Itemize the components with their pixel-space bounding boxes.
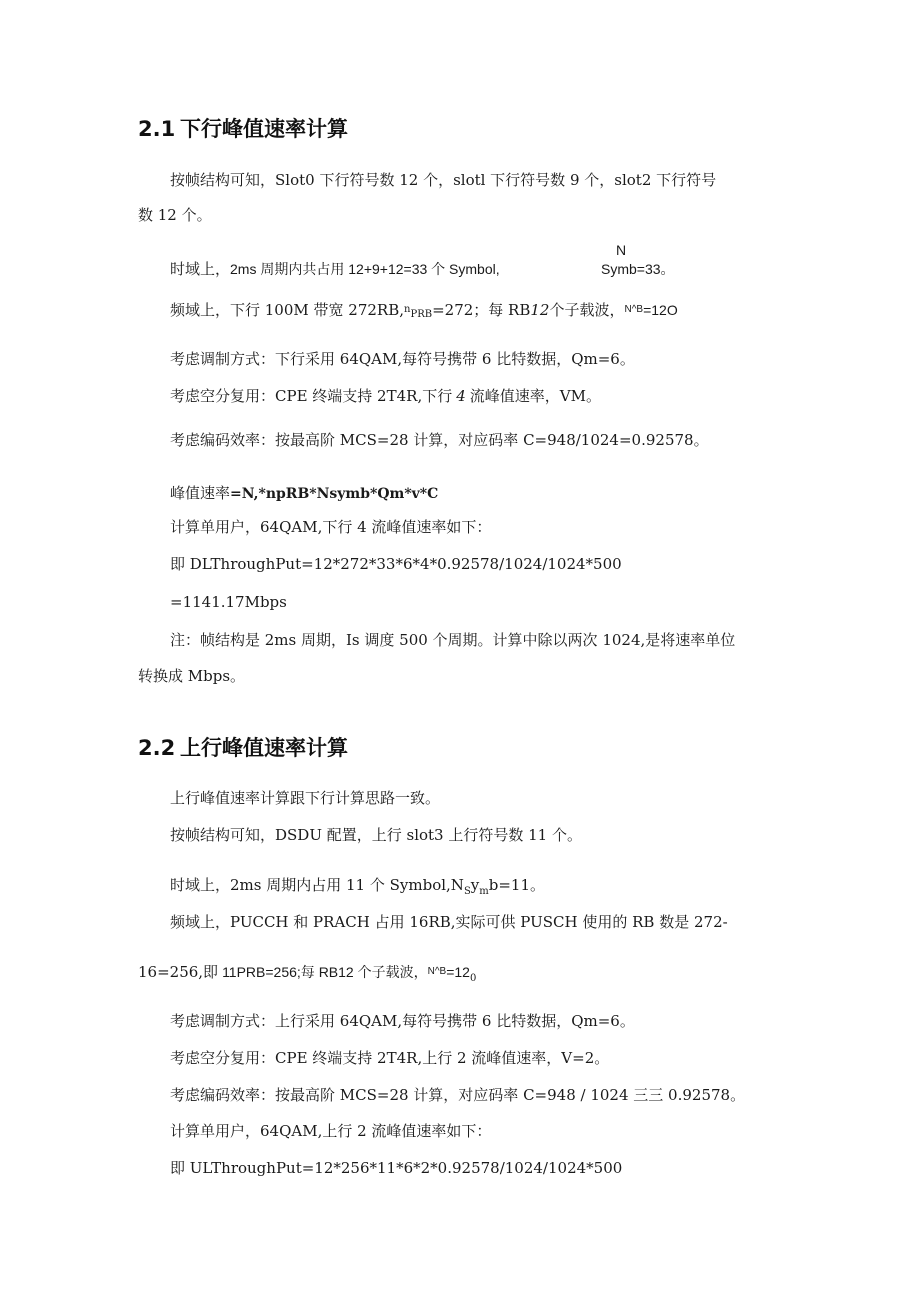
- ul-intro: 上行峰值速率计算跟下行计算思路一致。: [170, 789, 441, 807]
- ul-freq-prefix: 16=256,即: [138, 963, 219, 981]
- section-heading-2-2: [138, 735, 348, 761]
- dl-spatial-prefix: 考虑空分复用：CPE 终端支持 2T4R,下行: [170, 387, 453, 405]
- dl-freq-prb-value: =272；每 RB: [432, 301, 531, 319]
- dl-freq-12: 12: [530, 301, 550, 319]
- ul-freq-nab: N^B: [427, 966, 447, 977]
- dl-spatial-multiplexing: [170, 386, 601, 406]
- dl-note-line1: 注：帧结构是 2ms 周期，Is 调度 500 个周期。计算中除以两次 1024,是将速率单位: [170, 631, 736, 649]
- dl-nsymb-value: Symb=33。: [601, 261, 675, 277]
- dl-note-line2: 转换成 Mbps。: [138, 667, 246, 685]
- n-symbol-mark: N: [616, 242, 627, 258]
- dl-freq-nab: N^B: [624, 304, 644, 315]
- section-heading-2-1: [138, 116, 348, 142]
- dl-freq-subcarrier: 个子载波，: [549, 301, 625, 319]
- ul-freq-end: 0: [469, 973, 477, 984]
- dl-frequency-domain: [170, 300, 678, 323]
- dl-freq-prb: PRB: [410, 309, 433, 320]
- ul-modulation: 考虑调制方式：上行采用 64QAM,每符号携带 6 比特数据，Qm=6。: [170, 1012, 635, 1030]
- dl-time-body: 2ms 周期内共占用 12+9+12=33 个 Symbol,: [230, 261, 500, 277]
- ul-frame-structure: 按帧结构可知，DSDU 配置，上行 slot3 上行符号数 11 个。: [170, 826, 582, 844]
- ul-time-m: m: [479, 886, 489, 897]
- dl-time-prefix: 时域上，: [170, 260, 231, 278]
- dl-coding-efficiency: 考虑编码效率：按最高阶 MCS=28 计算，对应码率 C=948/1024=0.92578。: [170, 431, 709, 449]
- dl-freq-prefix: 频域上，下行 100M 带宽 272RB,: [170, 301, 405, 319]
- dl-throughput-formula: 即 DLThroughPut=12*272*33*6*4*0.92578/1024/1024*500: [170, 555, 622, 573]
- dl-time-domain: [170, 259, 500, 279]
- dl-formula-label: 峰值速率: [170, 484, 231, 502]
- dl-frame-structure-line2: 数 12 个。: [138, 206, 212, 224]
- ul-frequency-domain-line1: 频域上，PUCCH 和 PRACH 占用 16RB,实际可供 PUSCH 使用的 RB 数是 272-: [170, 913, 728, 931]
- ul-single-user-calc: 计算单用户，64QAM,上行 2 流峰值速率如下：: [170, 1122, 492, 1140]
- dl-frame-structure-line1: 按帧结构可知，Slot0 下行符号数 12 个，slotl 下行符号数 9 个，slot2 下行符号: [170, 171, 717, 189]
- ul-freq-nab-value: =12: [446, 964, 470, 980]
- dl-peak-rate-formula: [170, 483, 438, 504]
- ul-throughput-formula: 即 ULThroughPut=12*256*11*6*2*0.92578/1024/1024*500: [170, 1159, 623, 1177]
- ul-time-value: b=11。: [488, 876, 546, 894]
- dl-single-user-calc: 计算单用户，64QAM,下行 4 流峰值速率如下：: [170, 518, 492, 536]
- section-number: 2.2: [138, 736, 176, 760]
- ul-time-y: y: [470, 876, 480, 894]
- section-number: 2.1: [138, 117, 176, 141]
- section-title: 上行峰值速率计算: [180, 736, 348, 760]
- ul-spatial-multiplexing: 考虑空分复用：CPE 终端支持 2T4R,上行 2 流峰值速率，V=2。: [170, 1049, 610, 1067]
- section-title: 下行峰值速率计算: [180, 117, 348, 141]
- ul-time-s: S: [463, 886, 471, 897]
- ul-time-domain: [170, 875, 545, 898]
- dl-spatial-streams: 4: [456, 387, 466, 405]
- ul-time-prefix: 时域上，2ms 周期内占用 11 个 Symbol,N: [170, 876, 464, 894]
- dl-freq-n: n: [404, 304, 411, 315]
- dl-throughput-result: =1141.17Mbps: [170, 593, 287, 611]
- dl-freq-nab-value: =12O: [643, 302, 678, 318]
- dl-spatial-suffix: 流峰值速率，VM。: [469, 387, 601, 405]
- ul-frequency-domain-line2: [138, 962, 476, 985]
- ul-coding-efficiency: 考虑编码效率：按最高阶 MCS=28 计算，对应码率 C=948 / 1024 三三 0.92578。: [170, 1086, 746, 1104]
- ul-freq-prb: 11PRB=256;每 RB12 个子载波，: [222, 964, 428, 980]
- dl-modulation: 考虑调制方式：下行采用 64QAM,每符号携带 6 比特数据，Qm=6。: [170, 350, 635, 368]
- dl-formula-expression: =N,*npRB*Nsymb*Qm*v*C: [230, 486, 439, 502]
